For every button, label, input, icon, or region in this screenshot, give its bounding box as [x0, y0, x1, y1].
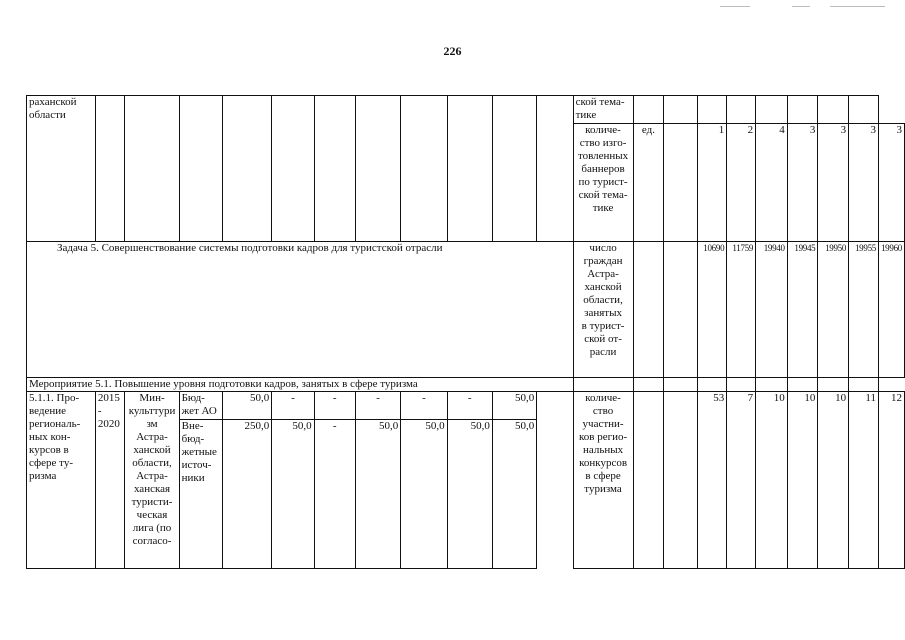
amount-cell: - [314, 420, 355, 569]
value-cell: 19940 [756, 242, 788, 378]
empty-cell [818, 378, 849, 392]
value-cell: 10690 [698, 242, 727, 378]
empty-cell [95, 96, 125, 242]
value-cell: 3 [787, 124, 818, 242]
empty-cell [664, 392, 698, 569]
empty-cell [179, 96, 222, 242]
indicator-cell: количе- ство участни- ков регио- нальных конкурсов в сфере туризма [573, 392, 633, 569]
unit-cell: ед. [633, 124, 664, 242]
value-cell: 10 [818, 392, 849, 569]
empty-cell [849, 378, 879, 392]
empty-cell [633, 378, 664, 392]
funding-source: Бюд- жет АО [179, 392, 222, 420]
value-cell [849, 96, 879, 124]
table-row [27, 96, 905, 124]
empty-cell [355, 96, 400, 242]
value-cell: 19960 [878, 242, 904, 378]
value-cell: 19950 [818, 242, 849, 378]
amount-cell: 50,0 [401, 420, 447, 569]
empty-cell [447, 96, 492, 242]
scan-mark [792, 6, 810, 7]
value-cell: 10 [787, 392, 818, 569]
amount-cell: 50,0 [492, 420, 536, 569]
amount-cell: 50,0 [355, 420, 400, 569]
value-cell [787, 96, 818, 124]
amount-cell: - [272, 392, 314, 420]
empty-cell [537, 96, 573, 242]
amount-cell: 50,0 [492, 392, 536, 420]
measure-5-1-title: Мероприятие 5.1. Повышение уровня подготовки кадров, занятых в сфере туризма [27, 378, 574, 392]
unit-cell [633, 242, 664, 378]
value-cell: 11759 [727, 242, 756, 378]
region-cell: раханской области [27, 96, 96, 242]
value-cell: 2 [727, 124, 756, 242]
table-row [27, 392, 905, 420]
item-executor: Мин- культтуризм Астра- ханской области, Астра- ханская туристи- ческая лига (по согласо- [125, 392, 179, 569]
scan-mark [830, 6, 885, 7]
empty-cell [664, 242, 698, 378]
empty-cell [314, 96, 355, 242]
program-table [26, 95, 905, 569]
indicator-cell: ской тема- тике [573, 96, 633, 124]
amount-cell: 50,0 [447, 420, 492, 569]
empty-cell [664, 378, 698, 392]
empty-cell [698, 378, 727, 392]
empty-cell [401, 96, 447, 242]
item-period: 2015- 2020 [95, 392, 125, 569]
value-cell: 7 [727, 392, 756, 569]
value-cell: 4 [756, 124, 788, 242]
scan-mark [720, 6, 750, 7]
indicator-cell: число граждан Астра- ханской области, занятых в турист- ской от- расли [573, 242, 633, 378]
value-cell: 19945 [787, 242, 818, 378]
empty-cell [272, 96, 314, 242]
value-cell: 12 [878, 392, 904, 569]
value-cell [756, 96, 788, 124]
unit-cell [633, 96, 664, 124]
indicator-cell: количе- ство изго- товленных баннеров по турист- ской тема- тике [573, 124, 633, 242]
empty-cell [727, 378, 756, 392]
amount-cell: - [447, 392, 492, 420]
empty-cell [537, 392, 573, 569]
table-row [27, 378, 905, 392]
empty-cell [756, 378, 788, 392]
value-cell: 53 [698, 392, 727, 569]
table-row [27, 242, 905, 378]
unit-cell [633, 392, 664, 569]
value-cell: 1 [698, 124, 727, 242]
empty-cell [125, 96, 179, 242]
page-number: 226 [443, 44, 462, 58]
empty-cell [664, 124, 698, 242]
value-cell: 3 [818, 124, 849, 242]
empty-cell [787, 378, 818, 392]
value-cell: 3 [849, 124, 879, 242]
amount-cell: 50,0 [222, 392, 271, 420]
empty-cell [573, 378, 633, 392]
value-cell: 10 [756, 392, 788, 569]
value-cell [698, 96, 727, 124]
empty-cell [222, 96, 271, 242]
amount-cell: - [314, 392, 355, 420]
item-5-1-1-name: 5.1.1. Про- ведение региональ- ных кон- курсов в сфере ту- ризма [27, 392, 96, 569]
value-cell: 11 [849, 392, 879, 569]
funding-source: Вне- бюд- жетные источ- ники [179, 420, 222, 569]
task-5-title: Задача 5. Совершенствование системы подготовки кадров для туристской отрасли [27, 242, 574, 378]
empty-cell [664, 96, 698, 124]
value-cell [818, 96, 849, 124]
value-cell [727, 96, 756, 124]
amount-cell: - [355, 392, 400, 420]
value-cell: 19955 [849, 242, 879, 378]
value-cell: 3 [878, 124, 904, 242]
amount-cell: - [401, 392, 447, 420]
amount-cell: 50,0 [272, 420, 314, 569]
amount-cell: 250,0 [222, 420, 271, 569]
empty-cell [492, 96, 536, 242]
